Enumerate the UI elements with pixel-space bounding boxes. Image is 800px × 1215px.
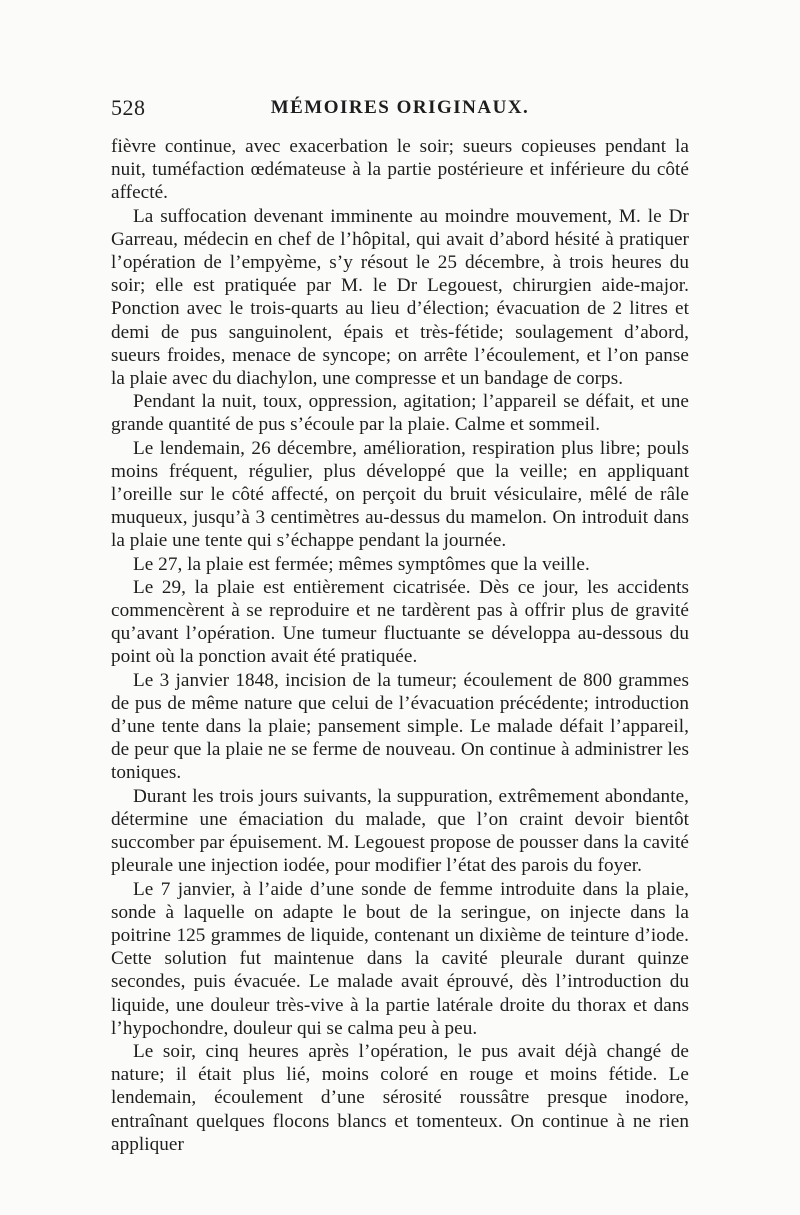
body-text	[111, 135, 689, 1156]
paragraph-january-3: Le 3 janvier 1848, incision de la tumeur; écoulement de 800 grammes de pus de même nature que celui de l’évacuation précédente; introduction d’une tente dans la plaie; pansement simple. Le malade défait l’appareil, de peur que la plaie ne se ferme de nouveau. On continue à administrer les toniques.	[111, 669, 689, 784]
paragraph-evening: Le soir, cinq heures après l’opération, le pus avait déjà changé de nature; il était plus lié, moins coloré en rouge et moins fétide. Le lendemain, écoulement d’une sérosité roussâtre presque inodore, entraînant quelques flocons blancs et tomenteux. On continue à ne rien appliquer	[111, 1040, 689, 1155]
page-number: 528	[111, 95, 146, 120]
paragraph-january-7: Le 7 janvier, à l’aide d’une sonde de femme introduite dans la plaie, sonde à laquelle on adapte le bout de la seringue, on injecte dans la poitrine 125 grammes de liquide, contenant un dixième de teinture d’iode. Cette solution fut maintenue dans la cavité pleurale durant quinze secondes, puis évacuée. Le malade avait éprouvé, dès l’introduction du liquide, une douleur très-vive à la partie latérale droite du thorax et dans l’hypochondre, douleur qui se calma peu à peu.	[111, 878, 689, 1039]
paragraph-december-27: Le 27, la plaie est fermée; mêmes symptômes que la veille.	[133, 553, 590, 575]
paragraph-suffocation: La suffocation devenant imminente au moindre mouvement, M. le Dr Garreau, médecin en chef de l’hôpital, qui avait d’abord hésité à pratiquer l’opération de l’empyème, s’y résout le 25 décembre, à trois heures du soir; elle est pratiquée par M. le Dr Legouest, chirurgien aide-major. Ponction avec le trois-quarts au lieu d’élection; évacuation de 2 litres et demi de pus sanguinolent, épais et très-fétide; soulagement d’abord, sueurs froides, menace de syncope; on arrête l’écoulement, et l’on panse la plaie avec du diachylon, une compresse et un bandage de corps.	[111, 205, 689, 390]
running-head	[111, 95, 689, 129]
running-title: MÉMOIRES ORIGINAUX.	[270, 97, 530, 118]
paragraph-december-26: Le lendemain, 26 décembre, amélioration, respiration plus libre; pouls moins fréquent, régulier, plus développé que la veille; en appliquant l’oreille sur le côté affecté, on perçoit du bruit vésiculaire, mêlé de râle muqueux, jusqu’à 3 centimètres au-dessus du mamelon. On introduit dans la plaie une tente qui s’échappe pendant la journée.	[111, 437, 689, 552]
paragraph-continued: fièvre continue, avec exacerbation le soir; sueurs copieuses pendant la nuit, tuméfaction œdémateuse à la partie postérieure et inférieure du côté affecté.	[111, 136, 689, 204]
paragraph-night: Pendant la nuit, toux, oppression, agitation; l’appareil se défait, et une grande quantité de pus s’écoule par la plaie. Calme et sommeil.	[111, 391, 689, 436]
paragraph-three-days: Durant les trois jours suivants, la suppuration, extrêmement abondante, détermine une émaciation du malade, que l’on craint devoir bientôt succomber par épuisement. M. Legouest propose de pousser dans la cavité pleurale une injection iodée, pour modifier l’état des parois du foyer.	[111, 785, 689, 877]
paragraph-december-29: Le 29, la plaie est entièrement cicatrisée. Dès ce jour, les accidents commencèrent à se reproduire et ne tardèrent pas à offrir plus de gravité qu’avant l’opération. Une tumeur fluctuante se développa au-dessous du point où la ponction avait été pratiquée.	[111, 576, 689, 668]
